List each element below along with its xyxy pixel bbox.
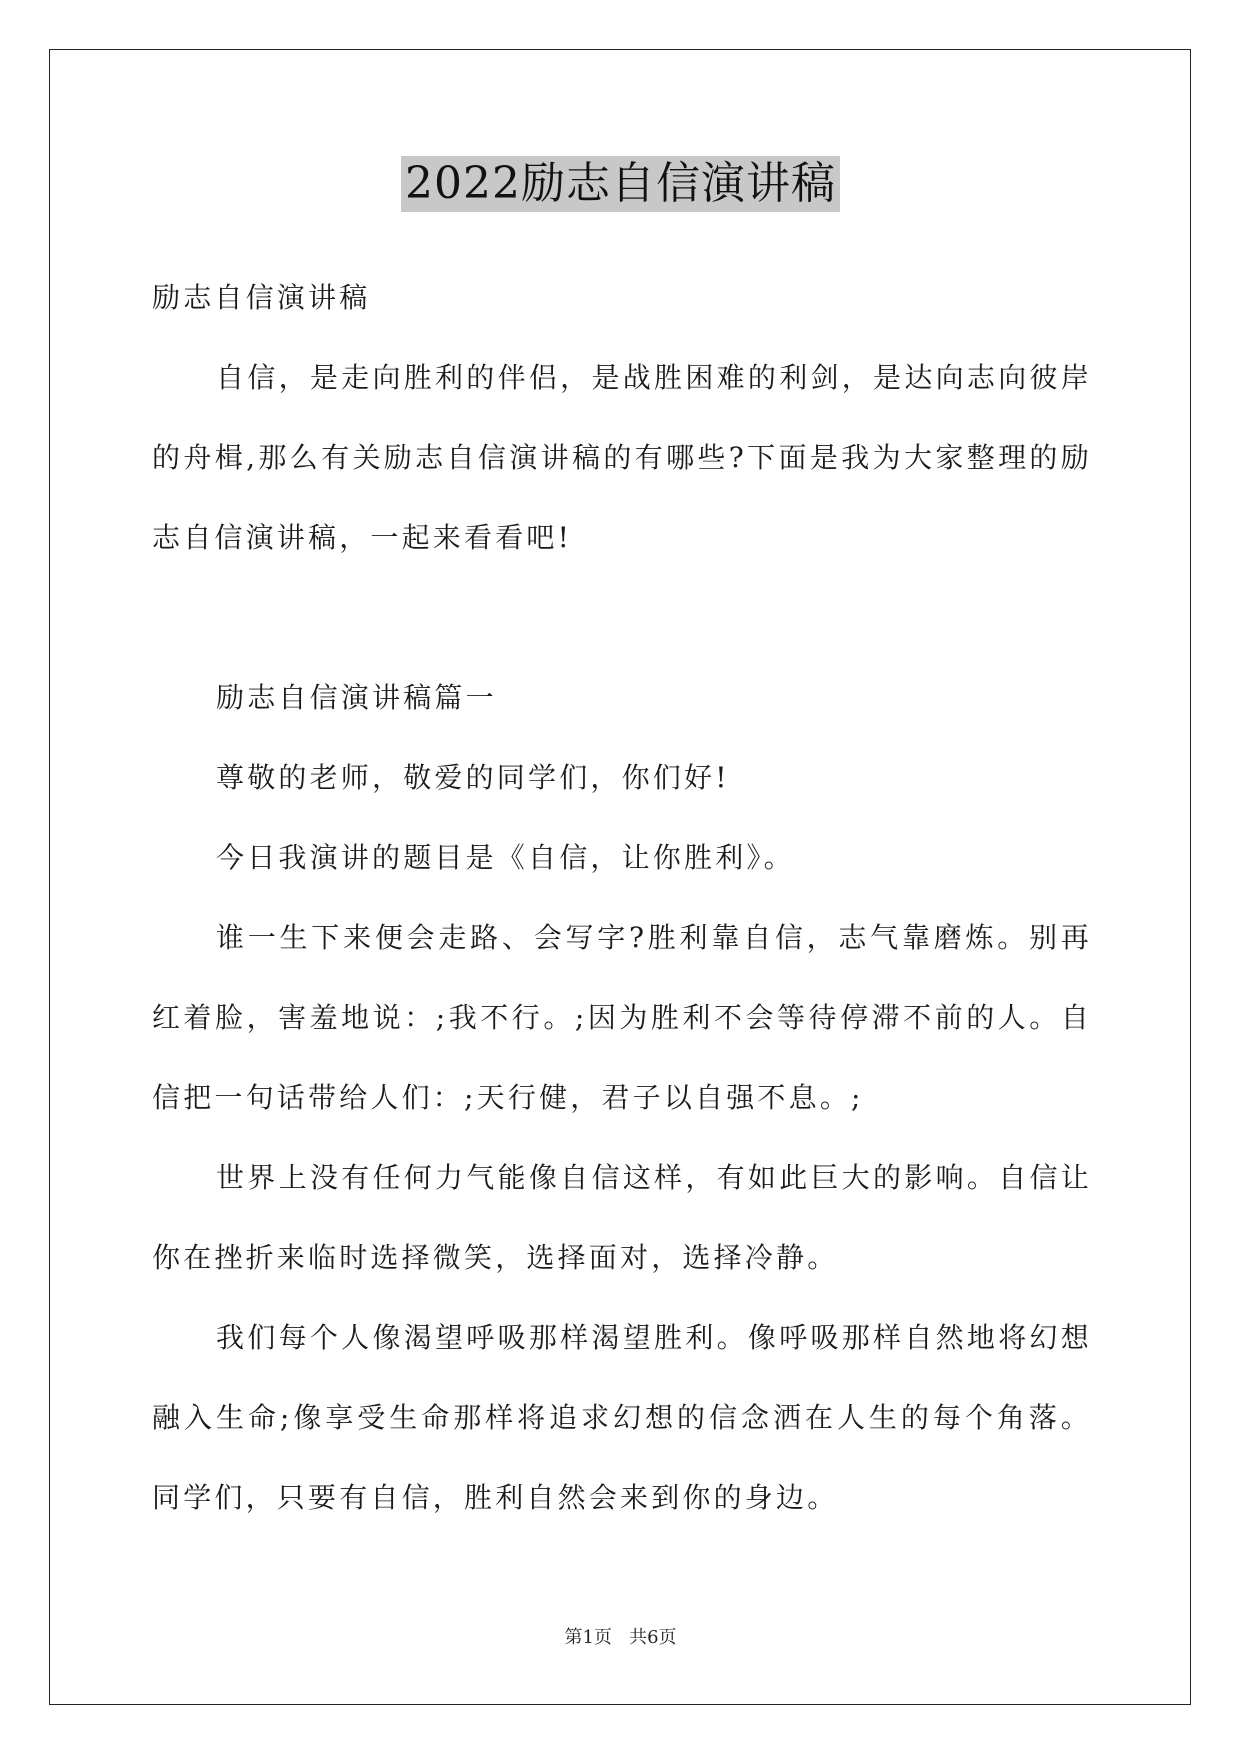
body-paragraph: 谁一生下来便会走路、会写字?胜利靠自信，志气靠磨炼。别再红着脸，害羞地说：;我不行。;因为胜利不会等待停滞不前的人。自信把一句话带给人们：;天行健，君子以自强不息。;	[152, 921, 1092, 1114]
body-paragraph: 我们每个人像渴望呼吸那样渴望胜利。像呼吸那样自然地将幻想融入生命;像享受生命那样将追求幻想的信念洒在人生的每个角落。同学们，只要有自信，胜利自然会来到你的身边。	[152, 1321, 1092, 1514]
intro-paragraph: 自信，是走向胜利的伴侣，是战胜困难的利剑，是达向志向彼岸的舟楫,那么有关励志自信演讲稿的有哪些?下面是我为大家整理的励志自信演讲稿，一起来看看吧!	[152, 361, 1092, 554]
topic-paragraph: 今日我演讲的题目是《自信，让你胜利》。	[216, 841, 795, 874]
greeting-paragraph: 尊敬的老师，敬爱的同学们，你们好!	[216, 761, 730, 794]
section-heading: 励志自信演讲稿篇一	[216, 681, 497, 714]
document-title: 2022励志自信演讲稿	[401, 156, 840, 212]
page-footer	[0, 1626, 1241, 1650]
document-body	[152, 258, 1092, 1538]
title-container	[0, 156, 1241, 212]
page-total: 共6页	[629, 1627, 677, 1648]
subtitle-paragraph: 励志自信演讲稿	[152, 281, 371, 314]
body-paragraph: 世界上没有任何力气能像自信这样，有如此巨大的影响。自信让你在挫折来临时选择微笑，选择面对，选择冷静。	[152, 1161, 1092, 1274]
page-number: 第1页	[564, 1627, 612, 1648]
